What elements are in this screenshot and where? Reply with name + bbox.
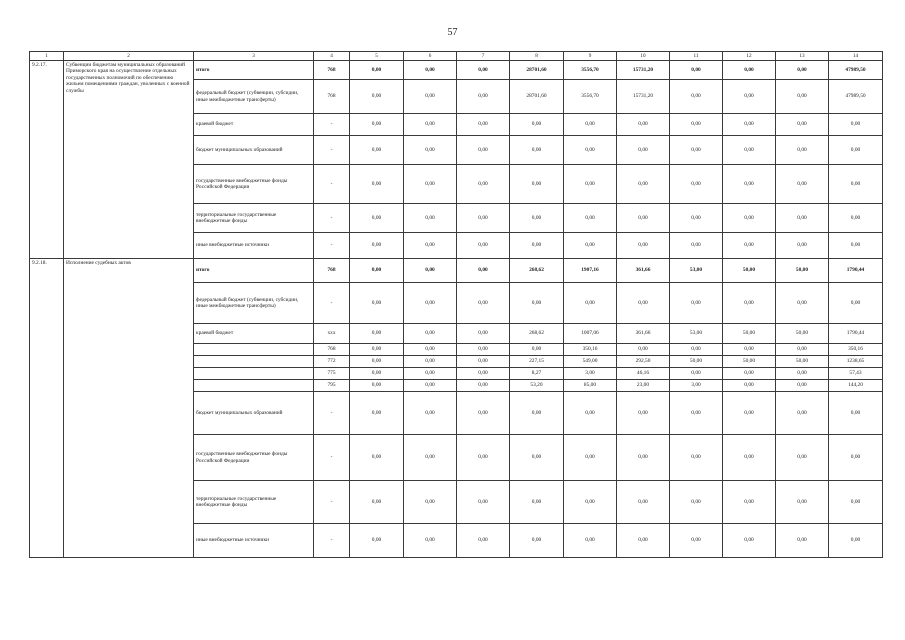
column-number: 6	[404, 52, 457, 61]
amount-cell: 0,00	[510, 165, 564, 204]
amount-cell: 0,00	[404, 114, 457, 136]
funding-source: федеральный бюджет (субвенции, субсидии, иные межбюджетные трансферты)	[194, 80, 314, 114]
amount-cell: 0,00	[350, 356, 404, 368]
measure-description: Субвенции бюджетам муниципальных образований Приморского края на осуществление отдельных государственных полномочий по обеспечению жильем помещениями граждан, уволенных с военной службы	[64, 61, 194, 259]
amount-cell: 0,00	[510, 435, 564, 481]
budget-code: 768	[314, 344, 350, 356]
amount-cell: 0,00	[670, 204, 723, 233]
amount-cell: 0,00	[457, 61, 510, 80]
amount-cell: 227,15	[510, 356, 564, 368]
column-number: 10	[617, 52, 670, 61]
row-number: 9.2.18.	[30, 259, 64, 558]
table-row	[30, 259, 883, 283]
amount-cell: 0,00	[670, 481, 723, 524]
amount-cell: 0,00	[404, 80, 457, 114]
column-number: 8	[510, 52, 564, 61]
amount-cell: 15731,20	[617, 80, 670, 114]
column-number: 11	[670, 52, 723, 61]
table-row	[30, 61, 883, 80]
amount-cell: 0,00	[617, 283, 670, 324]
amount-cell: 0,00	[564, 114, 617, 136]
amount-cell: 0,00	[564, 392, 617, 435]
budget-code: -	[314, 204, 350, 233]
amount-cell: 0,00	[404, 283, 457, 324]
amount-cell: 0,00	[350, 368, 404, 380]
column-number: 4	[314, 52, 350, 61]
funding-source: территориальные государственные внебюджетные фонды	[194, 204, 314, 233]
amount-cell: 0,00	[510, 392, 564, 435]
amount-cell: 0,00	[564, 136, 617, 165]
amount-cell: 15731,20	[617, 61, 670, 80]
amount-cell: 0,00	[564, 283, 617, 324]
amount-cell: 23,00	[617, 380, 670, 392]
column-number: 3	[194, 52, 314, 61]
budget-code: -	[314, 524, 350, 558]
amount-cell: 0,00	[617, 524, 670, 558]
amount-cell: 0,00	[510, 114, 564, 136]
amount-cell: 0,00	[723, 204, 776, 233]
amount-cell: 350,16	[829, 344, 883, 356]
amount-cell: 0,00	[776, 114, 829, 136]
amount-cell: 0,00	[404, 524, 457, 558]
amount-cell: 0,00	[776, 392, 829, 435]
amount-cell: 0,00	[617, 204, 670, 233]
amount-cell: 0,00	[723, 344, 776, 356]
amount-cell: 0,00	[670, 524, 723, 558]
amount-cell: 1790,44	[829, 324, 883, 344]
amount-cell: 50,00	[776, 356, 829, 368]
budget-code: 768	[314, 61, 350, 80]
amount-cell: 0,00	[670, 368, 723, 380]
amount-cell: 0,00	[404, 368, 457, 380]
amount-cell: 0,00	[404, 324, 457, 344]
amount-cell: 0,00	[350, 392, 404, 435]
budget-code: -	[314, 435, 350, 481]
amount-cell: 0,00	[350, 259, 404, 283]
column-number: 1	[30, 52, 64, 61]
amount-cell: 0,00	[350, 435, 404, 481]
amount-cell: 0,00	[617, 233, 670, 259]
amount-cell: 0,00	[350, 324, 404, 344]
amount-cell: 0,00	[723, 380, 776, 392]
funding-source-blank	[194, 380, 314, 392]
amount-cell: 3,00	[564, 368, 617, 380]
funding-source-blank	[194, 356, 314, 368]
amount-cell: 0,00	[457, 380, 510, 392]
amount-cell: 3,00	[670, 380, 723, 392]
amount-cell: 0,00	[776, 136, 829, 165]
amount-cell: 0,00	[829, 435, 883, 481]
amount-cell: 50,00	[776, 259, 829, 283]
page-number: 57	[447, 27, 458, 38]
budget-code: 768	[314, 259, 350, 283]
amount-cell: 0,00	[457, 114, 510, 136]
column-number: 14	[829, 52, 883, 61]
amount-cell: 0,00	[776, 481, 829, 524]
budget-code: ххх	[314, 324, 350, 344]
amount-cell: 0,00	[723, 136, 776, 165]
funding-source: итого	[194, 259, 314, 283]
funding-source: итого	[194, 61, 314, 80]
amount-cell: 0,00	[457, 356, 510, 368]
amount-cell: 0,00	[670, 136, 723, 165]
amount-cell: 0,00	[670, 61, 723, 80]
funding-source: бюджет муниципальных образований	[194, 392, 314, 435]
amount-cell: 0,00	[404, 61, 457, 80]
amount-cell: 0,00	[457, 80, 510, 114]
amount-cell: 0,00	[457, 524, 510, 558]
amount-cell: 0,00	[564, 435, 617, 481]
amount-cell: 0,00	[829, 283, 883, 324]
amount-cell: 0,00	[457, 259, 510, 283]
amount-cell: 0,00	[350, 283, 404, 324]
amount-cell: 47989,50	[829, 61, 883, 80]
funding-source: краевой бюджет	[194, 114, 314, 136]
amount-cell: 0,00	[457, 165, 510, 204]
amount-cell: 0,00	[404, 233, 457, 259]
amount-cell: 0,00	[457, 481, 510, 524]
amount-cell: 549,00	[564, 356, 617, 368]
amount-cell: 50,00	[670, 356, 723, 368]
amount-cell: 0,00	[829, 204, 883, 233]
column-number: 13	[776, 52, 829, 61]
budget-code: 775	[314, 368, 350, 380]
amount-cell: 0,00	[350, 344, 404, 356]
amount-cell: 0,00	[670, 233, 723, 259]
amount-cell: 0,00	[457, 392, 510, 435]
funding-source: краевой бюджет	[194, 324, 314, 344]
amount-cell: 0,00	[723, 524, 776, 558]
amount-cell: 0,00	[670, 80, 723, 114]
funding-source: государственные внебюджетные фонды Российской Федерации	[194, 165, 314, 204]
amount-cell: 0,00	[723, 283, 776, 324]
amount-cell: 0,00	[404, 435, 457, 481]
amount-cell: 53,00	[670, 324, 723, 344]
funding-source-blank	[194, 368, 314, 380]
amount-cell: 0,00	[564, 481, 617, 524]
funding-source: территориальные государственные внебюджетные фонды	[194, 481, 314, 524]
amount-cell: 0,00	[723, 114, 776, 136]
funding-source: иные внебюджетные источники	[194, 233, 314, 259]
budget-code: 795	[314, 380, 350, 392]
amount-cell: 0,00	[723, 368, 776, 380]
amount-cell: 1907,16	[564, 259, 617, 283]
amount-cell: 0,00	[457, 368, 510, 380]
funding-source-blank	[194, 344, 314, 356]
amount-cell: 53,20	[510, 380, 564, 392]
amount-cell: 0,00	[670, 165, 723, 204]
column-number-row	[30, 52, 883, 61]
budget-code: -	[314, 114, 350, 136]
amount-cell: 0,00	[350, 114, 404, 136]
amount-cell: 0,00	[829, 481, 883, 524]
budget-table	[29, 51, 883, 558]
amount-cell: 1790,44	[829, 259, 883, 283]
amount-cell: 0,00	[617, 165, 670, 204]
amount-cell: 1238,65	[829, 356, 883, 368]
row-number: 9.2.17.	[30, 61, 64, 259]
amount-cell: 0,00	[404, 392, 457, 435]
amount-cell: 46,16	[617, 368, 670, 380]
amount-cell: 0,00	[776, 435, 829, 481]
amount-cell: 144,20	[829, 380, 883, 392]
budget-code: 772	[314, 356, 350, 368]
amount-cell: 0,00	[776, 368, 829, 380]
amount-cell: 0,00	[404, 165, 457, 204]
amount-cell: 361,66	[617, 259, 670, 283]
amount-cell: 361,66	[617, 324, 670, 344]
amount-cell: 0,00	[829, 114, 883, 136]
amount-cell: 0,00	[510, 344, 564, 356]
amount-cell: 0,00	[564, 165, 617, 204]
amount-cell: 0,00	[404, 481, 457, 524]
amount-cell: 50,00	[723, 356, 776, 368]
amount-cell: 0,00	[776, 380, 829, 392]
amount-cell: 0,00	[457, 204, 510, 233]
amount-cell: 0,00	[723, 80, 776, 114]
amount-cell: 85,00	[564, 380, 617, 392]
amount-cell: 0,00	[404, 344, 457, 356]
amount-cell: 0,00	[350, 80, 404, 114]
amount-cell: 0,00	[670, 283, 723, 324]
amount-cell: 50,00	[776, 324, 829, 344]
amount-cell: 0,00	[404, 204, 457, 233]
amount-cell: 0,00	[776, 204, 829, 233]
amount-cell: 0,00	[829, 136, 883, 165]
amount-cell: 268,62	[510, 259, 564, 283]
amount-cell: 0,00	[670, 435, 723, 481]
budget-code: 768	[314, 80, 350, 114]
amount-cell: 0,00	[510, 233, 564, 259]
budget-code: -	[314, 283, 350, 324]
budget-code: -	[314, 481, 350, 524]
amount-cell: 0,00	[510, 204, 564, 233]
amount-cell: 0,00	[723, 481, 776, 524]
column-number: 5	[350, 52, 404, 61]
amount-cell: 0,00	[457, 435, 510, 481]
amount-cell: 0,00	[404, 136, 457, 165]
amount-cell: 0,00	[723, 61, 776, 80]
amount-cell: 0,00	[829, 392, 883, 435]
amount-cell: 0,00	[350, 136, 404, 165]
amount-cell: 0,00	[723, 392, 776, 435]
amount-cell: 47989,50	[829, 80, 883, 114]
amount-cell: 3556,70	[564, 61, 617, 80]
amount-cell: 0,00	[776, 283, 829, 324]
amount-cell: 1007,06	[564, 324, 617, 344]
amount-cell: 0,00	[617, 481, 670, 524]
amount-cell: 0,00	[617, 392, 670, 435]
amount-cell: 0,00	[457, 283, 510, 324]
amount-cell: 0,00	[457, 324, 510, 344]
amount-cell: 0,00	[457, 136, 510, 165]
amount-cell: 0,00	[350, 165, 404, 204]
amount-cell: 0,00	[404, 380, 457, 392]
amount-cell: 0,00	[776, 233, 829, 259]
amount-cell: 3556,70	[564, 80, 617, 114]
amount-cell: 0,00	[776, 61, 829, 80]
budget-code: -	[314, 165, 350, 204]
amount-cell: 0,00	[564, 204, 617, 233]
amount-cell: 0,00	[457, 344, 510, 356]
amount-cell: 0,00	[776, 344, 829, 356]
amount-cell: 0,00	[723, 435, 776, 481]
amount-cell: 0,00	[670, 392, 723, 435]
column-number: 7	[457, 52, 510, 61]
amount-cell: 50,00	[723, 324, 776, 344]
amount-cell: 0,00	[723, 233, 776, 259]
amount-cell: 53,00	[670, 259, 723, 283]
amount-cell: 0,00	[723, 165, 776, 204]
amount-cell: 0,00	[617, 344, 670, 356]
funding-source: бюджет муниципальных образований	[194, 136, 314, 165]
amount-cell: 0,00	[829, 233, 883, 259]
amount-cell: 0,00	[404, 259, 457, 283]
column-number: 12	[723, 52, 776, 61]
amount-cell: 8,27	[510, 368, 564, 380]
amount-cell: 0,00	[350, 204, 404, 233]
budget-code: -	[314, 136, 350, 165]
measure-description: Исполнение судебных актов	[64, 259, 194, 558]
amount-cell: 0,00	[350, 233, 404, 259]
amount-cell: 57,43	[829, 368, 883, 380]
funding-source: иные внебюджетные источники	[194, 524, 314, 558]
amount-cell: 0,00	[617, 435, 670, 481]
amount-cell: 0,00	[350, 481, 404, 524]
amount-cell: 0,00	[510, 481, 564, 524]
amount-cell: 292,50	[617, 356, 670, 368]
funding-source: государственные внебюджетные фонды Российской Федерации	[194, 435, 314, 481]
amount-cell: 0,00	[510, 136, 564, 165]
amount-cell: 0,00	[350, 380, 404, 392]
amount-cell: 0,00	[457, 233, 510, 259]
amount-cell: 0,00	[617, 114, 670, 136]
amount-cell: 0,00	[829, 165, 883, 204]
amount-cell: 0,00	[404, 356, 457, 368]
amount-cell: 268,62	[510, 324, 564, 344]
amount-cell: 28701,60	[510, 80, 564, 114]
column-number: 9	[564, 52, 617, 61]
amount-cell: 0,00	[829, 524, 883, 558]
amount-cell: 0,00	[670, 344, 723, 356]
amount-cell: 0,00	[564, 233, 617, 259]
budget-code: -	[314, 233, 350, 259]
amount-cell: 0,00	[564, 524, 617, 558]
amount-cell: 350,16	[564, 344, 617, 356]
amount-cell: 28701,60	[510, 61, 564, 80]
amount-cell: 0,00	[350, 524, 404, 558]
funding-source: федеральный бюджет (субвенции, субсидии, иные межбюджетные трансферты)	[194, 283, 314, 324]
amount-cell: 0,00	[776, 80, 829, 114]
amount-cell: 0,00	[670, 114, 723, 136]
column-number: 2	[64, 52, 194, 61]
amount-cell: 50,00	[723, 259, 776, 283]
amount-cell: 0,00	[776, 524, 829, 558]
amount-cell: 0,00	[510, 283, 564, 324]
amount-cell: 0,00	[617, 136, 670, 165]
amount-cell: 0,00	[776, 165, 829, 204]
amount-cell: 0,00	[510, 524, 564, 558]
amount-cell: 0,00	[350, 61, 404, 80]
budget-code: -	[314, 392, 350, 435]
